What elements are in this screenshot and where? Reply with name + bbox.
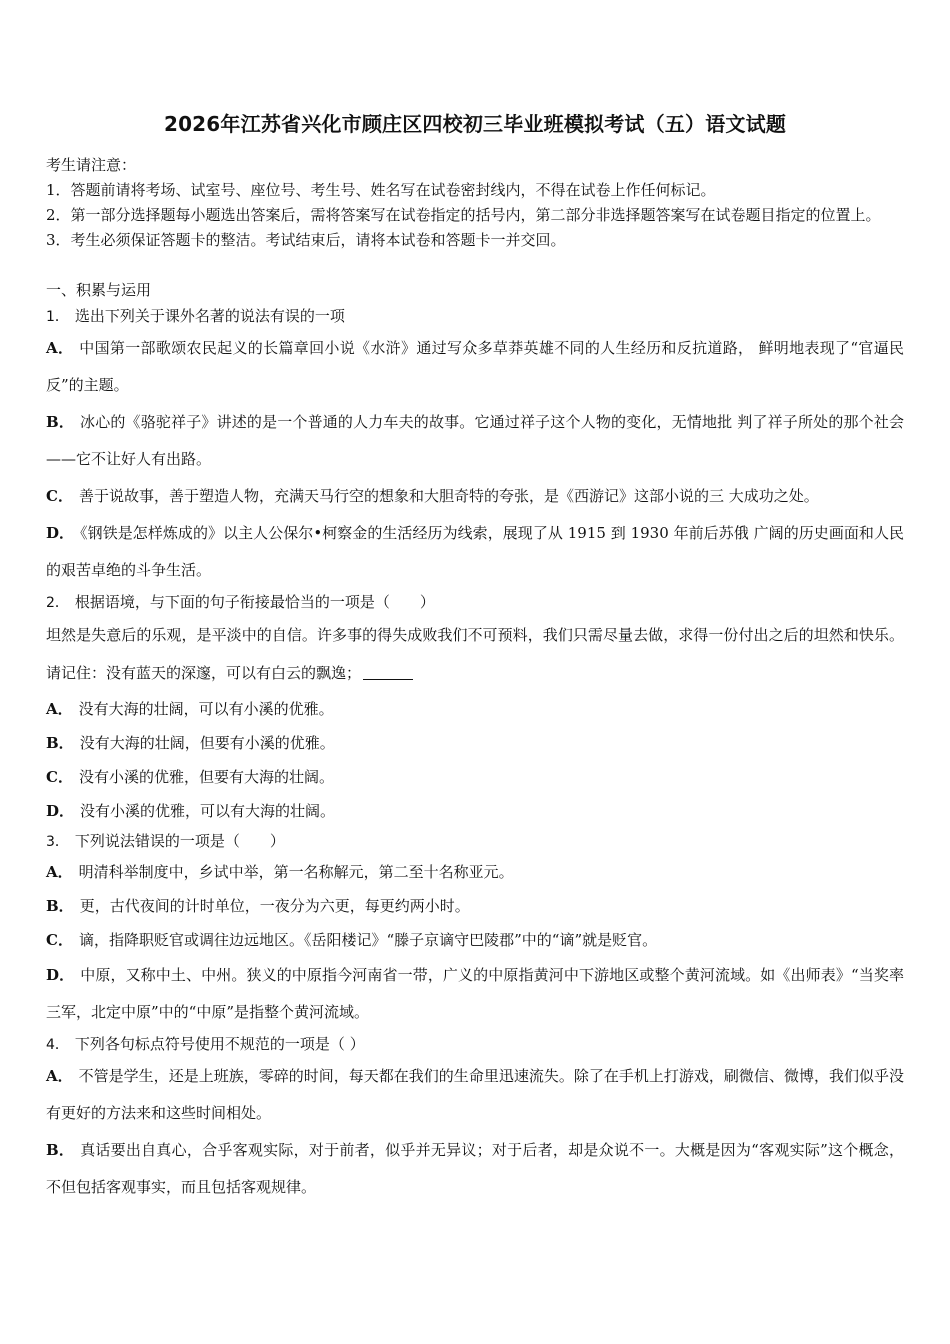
question-stem bbox=[46, 1031, 904, 1058]
option-text: 《钢铁是怎样炼成的》以主人公保尔•柯察金的生活经历为线索，展现了从 1915 到 1930 年前后苏俄 广阔的历史画面和人民的艰苦卓绝的斗争生活。 bbox=[46, 524, 904, 579]
option-a bbox=[46, 330, 904, 404]
option-text: 没有大海的壮阔，可以有小溪的优雅。 bbox=[78, 700, 334, 718]
option-letter: B． bbox=[46, 413, 75, 431]
question-text: 选出下列关于课外名著的说法有误的一项 bbox=[74, 307, 345, 325]
option-text: 不管是学生，还是上班族，零碎的时间，每天都在我们的生命里迅速流失。除了在手机上打游戏，刷微信、微博，我们似乎没有更好的方法来和这些时间相处。 bbox=[46, 1067, 904, 1122]
question-text: 根据语境，与下面的句子衔接最恰当的一项是（ ） bbox=[74, 593, 435, 611]
option-text: 真话要出自真心，合乎客观实际，对于前者，似乎并无异议；对于后者，却是众说不一。大概是因为“客观实际”这个概念，不但包括客观事实，而且包括客观规律。 bbox=[46, 1141, 904, 1196]
question-number: 4． bbox=[46, 1037, 69, 1053]
option-c bbox=[46, 923, 904, 957]
question-number: 1． bbox=[46, 309, 69, 325]
notice-item: 3．考生必须保证答题卡的整洁。考试结束后，请将本试卷和答题卡一并交回。 bbox=[46, 231, 566, 249]
option-d bbox=[46, 957, 904, 1031]
option-text: 没有小溪的优雅，但要有大海的壮阔。 bbox=[78, 768, 334, 786]
spacer bbox=[46, 253, 904, 277]
option-c bbox=[46, 478, 904, 515]
option-letter: A． bbox=[46, 700, 73, 718]
question-number: 3． bbox=[46, 834, 69, 850]
option-d bbox=[46, 794, 904, 828]
question-stem bbox=[46, 303, 904, 330]
question-passage bbox=[46, 616, 904, 692]
page-title: 2026年江苏省兴化市顾庄区四校初三毕业班模拟考试（五）语文试题 bbox=[163, 112, 787, 136]
option-text: 没有小溪的优雅，可以有大海的壮阔。 bbox=[80, 802, 336, 820]
option-b bbox=[46, 726, 904, 760]
question-stem bbox=[46, 828, 904, 855]
option-letter: A． bbox=[46, 339, 74, 357]
option-b bbox=[46, 889, 904, 923]
option-b bbox=[46, 404, 904, 478]
option-text: 冰心的《骆驼祥子》讲述的是一个普通的人力车夫的故事。它通过祥子这个人物的变化，无情地批 判了祥子所处的那个社会——它不让好人有出路。 bbox=[46, 413, 904, 468]
notice-item: 2．第一部分选择题每小题选出答案后，需将答案写在试卷指定的括号内，第二部分非选择题答案写在试卷题目指定的位置上。 bbox=[46, 206, 881, 224]
notice-block bbox=[46, 153, 904, 253]
option-a bbox=[46, 855, 904, 889]
passage-text: 坦然是失意后的乐观，是平淡中的自信。许多事的得失成败我们不可预料，我们只需尽量去做，求得一份付出之后的坦然和快乐。请记住：没有蓝天的深邃，可以有白云的飘逸； bbox=[46, 626, 904, 682]
option-letter: C． bbox=[46, 487, 73, 505]
option-letter: D． bbox=[46, 524, 75, 542]
option-text: 谪，指降职贬官或调往边远地区。《岳阳楼记》“滕子京谪守巴陵郡”中的“谪”就是贬官。 bbox=[78, 931, 658, 949]
option-b bbox=[46, 1132, 904, 1206]
option-text: 更，古代夜间的计时单位，一夜分为六更，每更约两小时。 bbox=[79, 897, 470, 915]
question-4 bbox=[46, 1031, 904, 1206]
option-text: 中国第一部歌颂农民起义的长篇章回小说《水浒》通过写众多草莽英雄不同的人生经历和反抗道路， 鲜明地表现了“官逼民反”的主题。 bbox=[46, 339, 904, 394]
option-a bbox=[46, 1058, 904, 1132]
question-2 bbox=[46, 589, 904, 828]
option-letter: A． bbox=[46, 863, 73, 881]
option-letter: C． bbox=[46, 931, 73, 949]
option-text: 中原，又称中土、中州。狭义的中原指今河南省一带，广义的中原指黄河中下游地区或整个黄河流域。如《出师表》“当奖率三军，北定中原”中的“中原”是指整个黄河流域。 bbox=[46, 966, 904, 1021]
option-a bbox=[46, 692, 904, 726]
question-text: 下列各句标点符号使用不规范的一项是（ ） bbox=[74, 1035, 365, 1053]
option-c bbox=[46, 760, 904, 794]
option-letter: A． bbox=[46, 1067, 73, 1085]
option-letter: B． bbox=[46, 734, 74, 752]
answer-blank bbox=[363, 665, 413, 680]
option-text: 善于说故事，善于塑造人物，充满天马行空的想象和大胆奇特的夸张，是《西游记》这部小说的三 大成功之处。 bbox=[78, 487, 819, 505]
option-letter: D． bbox=[46, 802, 75, 820]
option-text: 没有大海的壮阔，但要有小溪的优雅。 bbox=[79, 734, 335, 752]
question-1 bbox=[46, 303, 904, 589]
notice-heading: 考生请注意： bbox=[46, 156, 137, 174]
option-letter: B． bbox=[46, 1141, 75, 1159]
notice-item: 1．答题前请将考场、试室号、座位号、考生号、姓名写在试卷密封线内，不得在试卷上作任何标记。 bbox=[46, 181, 716, 199]
question-3 bbox=[46, 828, 904, 1031]
question-text: 下列说法错误的一项是（ ） bbox=[74, 832, 285, 850]
option-letter: D． bbox=[46, 966, 75, 984]
section-heading: 一、积累与运用 bbox=[46, 281, 152, 299]
option-letter: C． bbox=[46, 768, 73, 786]
option-text: 明清科举制度中，乡试中举，第一名称解元，第二至十名称亚元。 bbox=[78, 863, 514, 881]
question-number: 2． bbox=[46, 595, 69, 611]
question-stem bbox=[46, 589, 904, 616]
option-d bbox=[46, 515, 904, 589]
option-letter: B． bbox=[46, 897, 74, 915]
